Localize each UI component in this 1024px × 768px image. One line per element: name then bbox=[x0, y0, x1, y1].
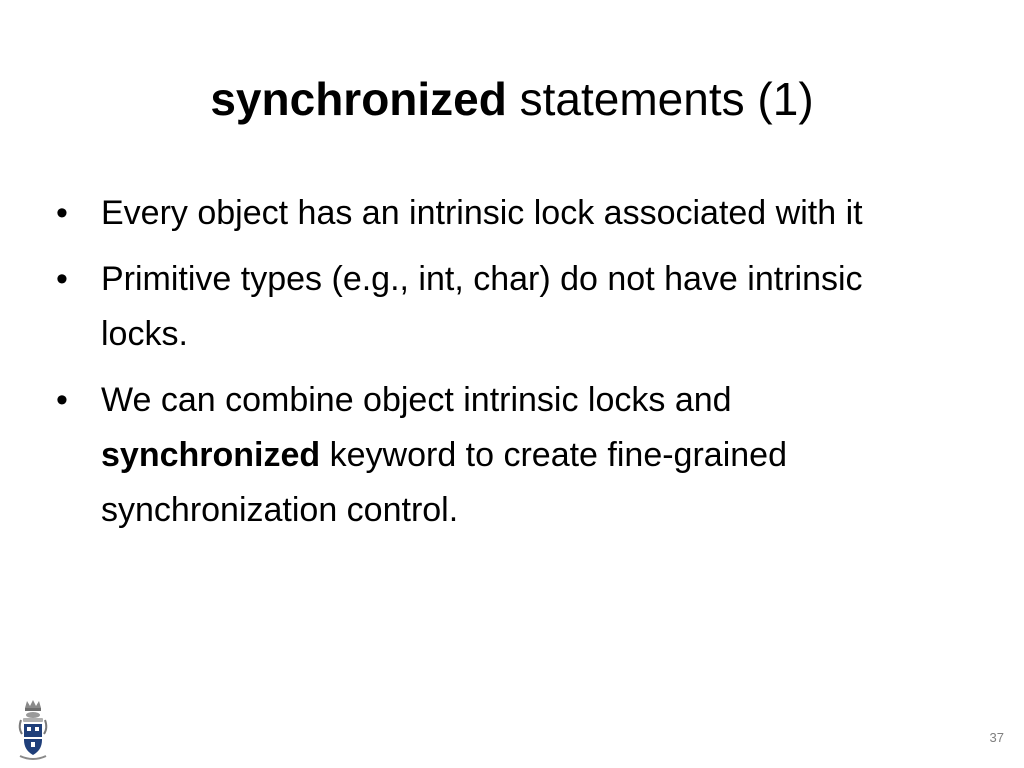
title-keyword: synchronized bbox=[210, 73, 507, 125]
page-number: 37 bbox=[989, 730, 1004, 745]
bullet-item bbox=[56, 186, 956, 241]
bullet-text-after: keyword to create fine-grained synchronization control. bbox=[101, 436, 787, 529]
bullet-text: Every object has an intrinsic lock associated with it bbox=[101, 194, 863, 232]
bullet-list bbox=[56, 186, 956, 549]
bullet-item bbox=[56, 373, 956, 538]
title-rest: statements (1) bbox=[506, 73, 814, 125]
bullet-dot-icon: • bbox=[56, 260, 68, 298]
university-crest-icon bbox=[16, 698, 50, 762]
slide-title bbox=[0, 64, 1024, 134]
bullet-item bbox=[56, 252, 956, 362]
bullet-text-before: We can combine object intrinsic locks and bbox=[101, 381, 732, 419]
bullet-text: Primitive types (e.g., int, char) do not have intrinsic locks. bbox=[101, 260, 863, 353]
bullet-dot-icon: • bbox=[56, 381, 68, 419]
bullet-dot-icon: • bbox=[56, 194, 68, 232]
bullet-keyword: synchronized bbox=[101, 436, 321, 474]
